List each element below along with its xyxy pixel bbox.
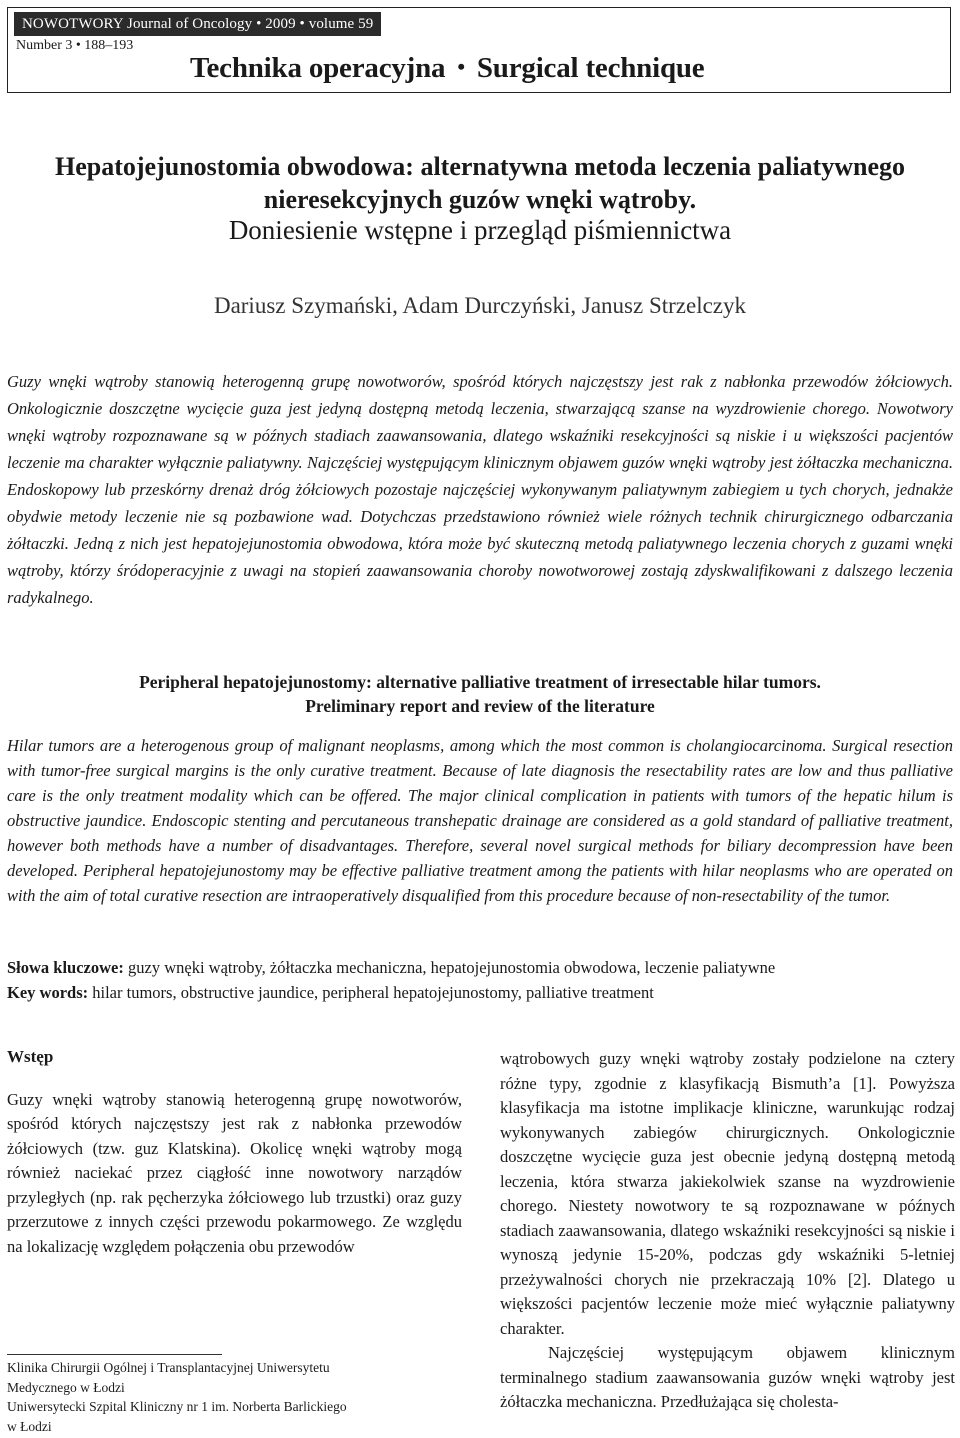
- abstract-en: Hilar tumors are a heterogenous group of malignant neoplasms, among which the most common is cholangiocarcinoma. Surgical resection with tumor-free surgical margins is the only curative treatment. Because of late diagnosis the resectability rates are low and thus palliative care is the only treatment modality which can be offered. The major clinical complication in patients with tumors of the hepatic hilum is obstructive jaundice. Endoscopic stenting and percutaneous transhepatic drainage are considered as a gold standard of palliative treatment, however both methods have a number of disadvantages. Therefore, several novel surgical methods for biliary decompression have been developed. Peripheral hepatojejunostomy may be effective palliative treatment among the patients with hilar neoplasms who are operated on with the aim of total curative resection are intraoperatively disqualified from this procedure because of non-resectability of the tumor.: [7, 736, 953, 905]
- article-title-en-line1: Peripheral hepatojejunostomy: alternative palliative treatment of irresectable hilar tumors.: [139, 672, 821, 692]
- journal-name-bar: NOWOTWORY Journal of Oncology • 2009 • volume 59: [14, 12, 381, 36]
- keywords: [7, 955, 953, 1005]
- section-title-en: Surgical technique: [476, 52, 705, 84]
- section-title-pl: Technika operacyjna: [190, 52, 446, 84]
- affiliation-line4: w Łodzi: [7, 1418, 52, 1434]
- article-title-pl: [0, 150, 960, 216]
- intro-right-column: [500, 1047, 955, 1415]
- keywords-en-label: Key words:: [7, 983, 89, 1002]
- intro-paragraph-left: Guzy wnęki wątroby stanowią heterogenną grupę nowotworów, spośród których najczęstszy jest rak z nabłonka przewodów żółciowych (tzw. guz Klatskina). Okolicę wnęki wątroby mogą również naciekać przez ciągłość inne nowotwory narządów przyległych (np. rak pęcherzyka żółciowego lub trzustki) oraz guzy przerzutowe z innych części przewodu pokarmowego. Ze względu na lokalizację względem połączenia obu przewodów: [7, 1089, 462, 1256]
- article-title-pl-line2: nieresekcyjnych guzów wnęki wątroby.: [263, 185, 697, 214]
- authors: Dariusz Szymański, Adam Durczyński, Janusz Strzelczyk: [213, 293, 747, 318]
- keywords-pl: [7, 955, 953, 980]
- abstract-pl: Guzy wnęki wątroby stanowią heterogenną grupę nowotworów, spośród których najczęstszy jest rak z nabłonka przewodów żółciowych. Onkologicznie doszczętne wycięcie guza jest jedyną dostępną metodą leczenia, stwarzającą szanse na wyzdrowienie chorego. Nowotwory wnęki wątroby rozpoznawane są w późnych stadiach zaawansowania, dlatego wskaźniki resekcyjności są niskie i u większości pacjentów leczenie ma charakter wyłącznie paliatywny. Najczęściej występującym klinicznym objawem guzów wnęki wątroby jest żółtaczka mechaniczna. Endoskopowy lub przeskórny drenaż dróg żółciowych pozostaje najczęściej wykonywanym paliatywnym zabiegiem u tych chorych, jednakże obydwie metody leczenie nie są pozbawione wad. Dotychczas przedstawiono również wiele różnych technik chirurgicznego odbarczania żółtaczki. Jedną z nich jest hepatojejunostomia obwodowa, która może być skuteczną metodą paliatywnego leczenia chorych z guzami wnęki wątroby, którzy śródoperacyjnie z uwagi na stopień zaawansowania choroby nowotworowej zostają zdyskwalifikowani z dalszego leczenia radykalnego.: [7, 372, 953, 607]
- journal-issue: Number 3 • 188–193: [16, 38, 134, 53]
- keywords-pl-text: guzy wnęki wątroby, żółtaczka mechaniczna, hepatojejunostomia obwodowa, leczenie paliatywne: [128, 958, 776, 977]
- intro-left-column: [7, 1045, 462, 1259]
- intro-paragraph-right-1: wątrobowych guzy wnęki wątroby zostały podzielone na cztery różne typy, zgodnie z klasyfikacją Bismuth’a [1]. Powyższa klasyfikacja ma istotne implikacje kliniczne, warunkując rodzaj wykonywanych zabiegów chirurgicznych. Onkologicznie doszczętne wycięcie guza jest obecnie jedyną dostępną metodą leczenia, która stwarza jakiekolwiek szanse na wyzdrowienie chorego. Niestety nowotwory te są rozpoznawane w późnych stadiach zaawansowania, dlatego wskaźniki resekcyjności są niskie i wynoszą jedynie 15-20%, podczas gdy wskaźniki 5-letniej przeżywalności chorych nie przekraczają 10% [2]. Dlatego u większości pacjentów leczenie może mieć wyłącznie paliatywny charakter.: [500, 1049, 955, 1338]
- affiliation-line2: Medycznego w Łodzi: [7, 1379, 125, 1395]
- footnote-divider: [7, 1354, 222, 1355]
- affiliation-line3: Uniwersytecki Szpital Kliniczny nr 1 im. Norberta Barlickiego: [7, 1399, 347, 1414]
- keywords-pl-label: Słowa kluczowe:: [7, 958, 124, 977]
- article-title-en-line2: Preliminary report and review of the literature: [305, 696, 655, 716]
- article-title-en: [0, 670, 960, 718]
- affiliation-footnote: [7, 1358, 467, 1436]
- article-title-pl-line1: Hepatojejunostomia obwodowa: alternatywna metoda leczenia paliatywnego: [55, 152, 905, 181]
- intro-heading: Wstęp: [7, 1047, 54, 1066]
- article-subtitle-pl: Doniesienie wstępne i przegląd piśmiennictwa: [228, 215, 732, 245]
- section-title: [190, 52, 790, 85]
- section-separator: •: [457, 54, 465, 79]
- keywords-en-text: hilar tumors, obstructive jaundice, peripheral hepatojejunostomy, palliative treatment: [92, 983, 654, 1002]
- intro-paragraph-right-2: Najczęściej występującym objawem klinicznym terminalnego stadium zaawansowania guzów wnęki wątroby jest żółtaczka mechaniczna. Przedłużająca się cholesta-: [500, 1343, 955, 1411]
- keywords-en: [7, 980, 953, 1005]
- affiliation-line1: Klinika Chirurgii Ogólnej i Transplantacyjnej Uniwersytetu: [7, 1360, 330, 1375]
